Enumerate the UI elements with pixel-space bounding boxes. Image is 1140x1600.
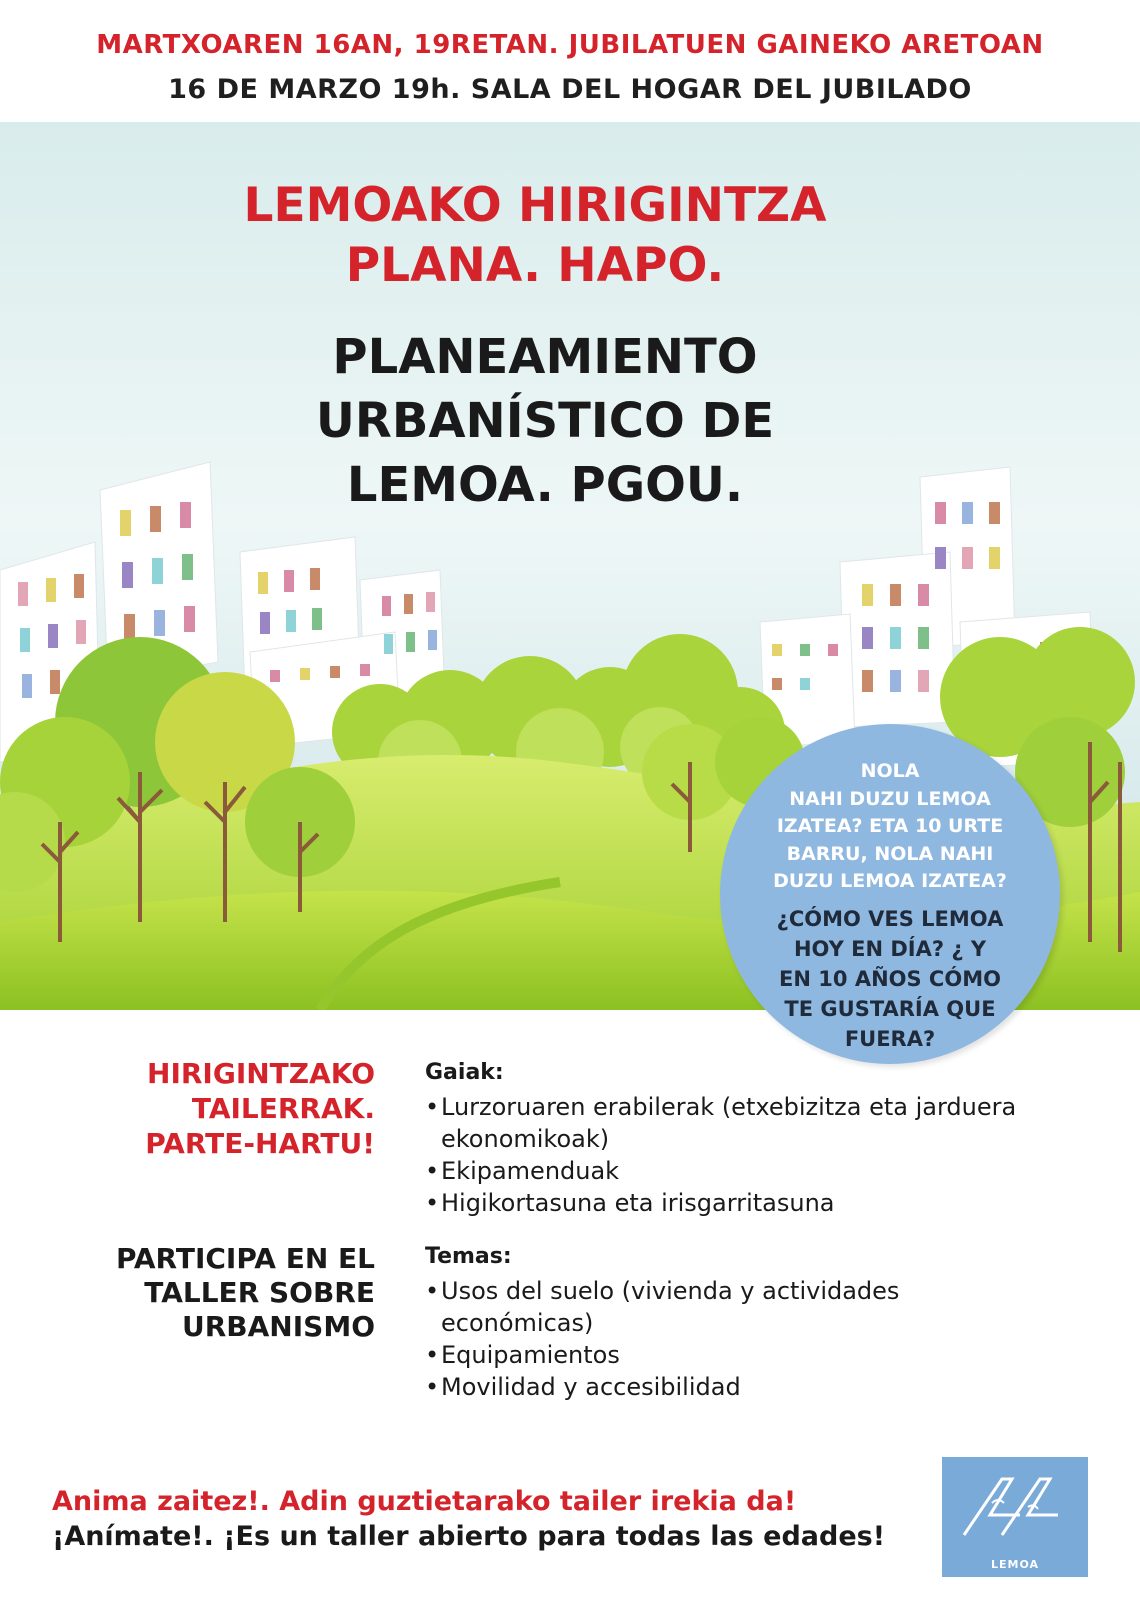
question-line: NAHI DUZU LEMOA: [789, 787, 991, 810]
topic-item: • Usos del suelo (vivienda y actividades económicas): [425, 1275, 1025, 1339]
question-line: NOLA: [860, 760, 920, 782]
question-line: BARRU, NOLA NAHI: [786, 842, 994, 865]
title-basque-line: PLANA. HAPO.: [345, 238, 725, 293]
topic-item: • Equipamientos: [425, 1339, 1025, 1371]
callout-line: PARTE-HARTU!: [145, 1127, 375, 1160]
title-spanish-line: PLANEAMIENTO: [332, 329, 758, 385]
callout-line: PARTICIPA EN EL: [115, 1242, 375, 1275]
workshop-callout-spanish: [116, 1242, 375, 1344]
callout-line: URBANISMO: [182, 1310, 375, 1343]
title-spanish: [0, 325, 1090, 517]
footer-basque: Anima zaitez!. Adin guztietarako tailer irekia da!: [52, 1486, 797, 1517]
logo-label: LEMOA: [990, 1558, 1040, 1571]
question-line: ¿CÓMO VES LEMOA: [776, 907, 1004, 931]
question-basque: [720, 758, 1060, 896]
topics-heading: Gaiak:: [425, 1060, 504, 1085]
question-spanish: [720, 904, 1060, 1054]
workshop-callout-basque: [145, 1056, 375, 1161]
header-spanish: 16 DE MARZO 19h. SALA DEL HOGAR DEL JUBILADO: [168, 74, 972, 105]
topics-heading: Temas:: [425, 1244, 512, 1269]
title-basque: [0, 176, 1070, 296]
lemoa-logo-icon: [942, 1457, 1088, 1557]
question-line: IZATEA? ETA 10 URTE: [776, 815, 1004, 837]
footer-spanish: ¡Anímate!. ¡Es un taller abierto para todas las edades!: [52, 1521, 886, 1552]
question-line: EN 10 AÑOS CÓMO: [779, 967, 1001, 991]
topic-item: • Lurzoruaren erabilerak (etxebizitza eta jarduera ekonomikoak): [425, 1091, 1025, 1155]
callout-line: HIRIGINTZAKO: [147, 1057, 375, 1090]
topics-basque: [425, 1060, 1025, 1219]
topic-item: • Higikortasuna eta irisgarritasuna: [425, 1187, 1025, 1219]
question-line: DUZU LEMOA IZATEA?: [773, 870, 1007, 892]
topics-spanish: [425, 1244, 1025, 1403]
question-line: FUERA?: [844, 1027, 936, 1051]
callout-line: TAILERRAK.: [191, 1092, 375, 1125]
lemoa-logo: [942, 1457, 1088, 1577]
topic-item: • Movilidad y accesibilidad: [425, 1371, 1025, 1403]
topic-item: • Ekipamenduak: [425, 1155, 1025, 1187]
callout-line: TALLER SOBRE: [144, 1276, 375, 1309]
title-basque-line: LEMOAKO HIRIGINTZA: [243, 178, 827, 233]
title-spanish-line: LEMOA. PGOU.: [346, 457, 744, 513]
question-line: TE GUSTARÍA QUE: [784, 997, 996, 1021]
question-line: HOY EN DÍA? ¿ Y: [793, 937, 987, 961]
header-basque: MARTXOAREN 16AN, 19RETAN. JUBILATUEN GAINEKO ARETOAN: [96, 30, 1044, 60]
question-bubble: [720, 724, 1060, 1064]
title-spanish-line: URBANÍSTICO DE: [315, 393, 775, 449]
